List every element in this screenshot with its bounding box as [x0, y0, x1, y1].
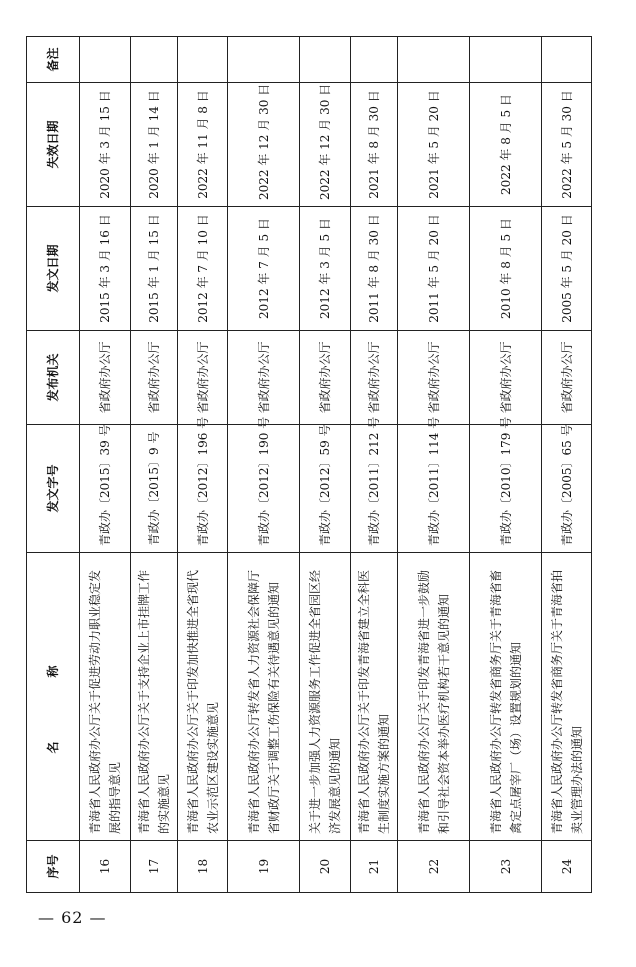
row-remark: [131, 37, 178, 83]
row-expiry-date: 2022 年 11 月 8 日: [178, 83, 228, 207]
row-issue-date: 2010 年 8 月 5 日: [470, 207, 542, 331]
row-index: 16: [80, 841, 131, 893]
row-doc-no: 青政办〔2011〕212 号: [351, 425, 398, 553]
row-issue-date: 2005 年 5 月 20 日: [542, 207, 592, 331]
row-doc-no: 青政办〔2012〕190 号: [228, 425, 300, 553]
regulation-table: [26, 36, 592, 893]
table-header-row: [27, 37, 80, 893]
table-row: [351, 37, 398, 893]
table-row: [470, 37, 542, 893]
row-remark: [80, 37, 131, 83]
row-issue-date: 2012 年 7 月 5 日: [228, 207, 300, 331]
row-issuer: 省政府办公厅: [470, 331, 542, 425]
row-index: 21: [351, 841, 398, 893]
row-name: 青海省人民政府办公厅关于印发加快推进全省现代农业示范区建设实施意见: [178, 553, 228, 841]
rotated-table-wrapper: [26, 37, 584, 893]
row-remark: [351, 37, 398, 83]
row-expiry-date: 2020 年 1 月 14 日: [131, 83, 178, 207]
header-issuer: 发布机关: [27, 331, 80, 425]
row-issuer: 省政府办公厅: [228, 331, 300, 425]
row-doc-no: 青政办〔2015〕39 号: [80, 425, 131, 553]
table-row: [300, 37, 351, 893]
row-issuer: 省政府办公厅: [398, 331, 470, 425]
row-expiry-date: 2021 年 8 月 30 日: [351, 83, 398, 207]
row-name: 青海省人民政府办公厅转发省商务厅关于青海省畜禽定点屠宰厂（场）设置规划的通知: [470, 553, 542, 841]
table-row: [80, 37, 131, 893]
header-index: 序号: [27, 841, 80, 893]
row-index: 22: [398, 841, 470, 893]
table-row: [228, 37, 300, 893]
row-expiry-date: 2022 年 12 月 30 日: [228, 83, 300, 207]
row-issue-date: 2011 年 8 月 30 日: [351, 207, 398, 331]
row-doc-no: 青政办〔2010〕179 号: [470, 425, 542, 553]
row-expiry-date: 2022 年 12 月 30 日: [300, 83, 351, 207]
row-name: 青海省人民政府办公厅关于促进劳动力职业稳定发展的指导意见: [80, 553, 131, 841]
row-index: 23: [470, 841, 542, 893]
row-expiry-date: 2021 年 5 月 20 日: [398, 83, 470, 207]
row-expiry-date: 2022 年 5 月 30 日: [542, 83, 592, 207]
row-issuer: 省政府办公厅: [300, 331, 351, 425]
row-remark: [178, 37, 228, 83]
header-expiry-date: 失效日期: [27, 83, 80, 207]
row-doc-no: 青政办〔2012〕59 号: [300, 425, 351, 553]
row-issuer: 省政府办公厅: [542, 331, 592, 425]
row-issue-date: 2012 年 7 月 10 日: [178, 207, 228, 331]
row-index: 19: [228, 841, 300, 893]
header-remark: 备注: [27, 37, 80, 83]
row-index: 17: [131, 841, 178, 893]
row-issue-date: 2015 年 3 月 16 日: [80, 207, 131, 331]
row-expiry-date: 2020 年 3 月 15 日: [80, 83, 131, 207]
row-name: 青海省人民政府办公厅转发省人力资源社会保障厅省财政厅关于调整工伤保险有关待遇意见的通知: [228, 553, 300, 841]
header-doc-no: 发文字号: [27, 425, 80, 553]
row-name: 青海省人民政府办公厅转发省商务厅关于青海省拍卖业管理办法的通知: [542, 553, 592, 841]
row-remark: [470, 37, 542, 83]
row-doc-no: 青政办〔2015〕9 号: [131, 425, 178, 553]
row-doc-no: 青政办〔2005〕65 号: [542, 425, 592, 553]
header-name: 名 称: [27, 553, 80, 841]
table-row: [542, 37, 592, 893]
row-issue-date: 2011 年 5 月 20 日: [398, 207, 470, 331]
row-issuer: 省政府办公厅: [351, 331, 398, 425]
row-expiry-date: 2022 年 8 月 5 日: [470, 83, 542, 207]
row-doc-no: 青政办〔2012〕196 号: [178, 425, 228, 553]
row-name: 青海省人民政府办公厅关于印发青海省建立全科医生制度实施方案的通知: [351, 553, 398, 841]
header-issue-date: 发文日期: [27, 207, 80, 331]
row-remark: [542, 37, 592, 83]
row-issuer: 省政府办公厅: [131, 331, 178, 425]
row-index: 24: [542, 841, 592, 893]
row-name: 青海省人民政府办公厅关于支持企业上市挂牌工作的实施意见: [131, 553, 178, 841]
row-issue-date: 2015 年 1 月 15 日: [131, 207, 178, 331]
row-index: 20: [300, 841, 351, 893]
table-row: [178, 37, 228, 893]
row-remark: [228, 37, 300, 83]
row-issuer: 省政府办公厅: [178, 331, 228, 425]
row-doc-no: 青政办〔2011〕114 号: [398, 425, 470, 553]
row-remark: [300, 37, 351, 83]
row-name: 关于进一步加强人力资源服务工作促进全省园区经济发展意见的通知: [300, 553, 351, 841]
row-name: 青海省人民政府办公厅关于印发青海省进一步鼓励和引导社会资本举办医疗机构若干意见的通知: [398, 553, 470, 841]
row-index: 18: [178, 841, 228, 893]
page-number: — 62 —: [38, 908, 107, 927]
row-issuer: 省政府办公厅: [80, 331, 131, 425]
row-remark: [398, 37, 470, 83]
row-issue-date: 2012 年 3 月 5 日: [300, 207, 351, 331]
table-row: [131, 37, 178, 893]
table-row: [398, 37, 470, 893]
